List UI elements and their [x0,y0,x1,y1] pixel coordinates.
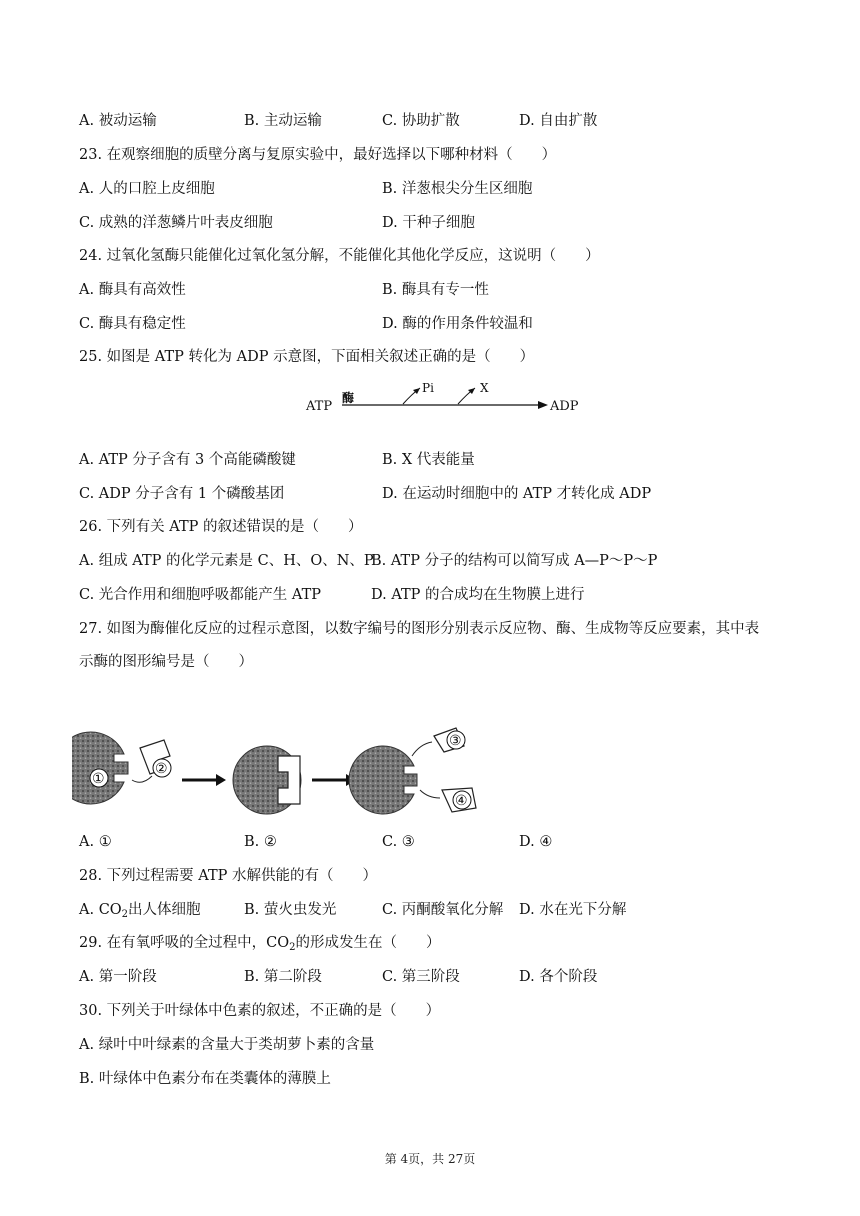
x-label: X [480,381,489,395]
reaction-arrowhead [538,401,548,409]
q28-a-text-end: 出人体细胞 [128,902,201,918]
q22-option-c: C. 协助扩散 [382,113,460,129]
q26-option-a: A. 组成 ATP 的化学元素是 C、H、O、N、P [79,553,374,569]
q22-option-a: A. 被动运输 [79,113,157,129]
q23-option-d: D. 干种子细胞 [382,215,475,231]
q24-stem: 24. 过氧化氢酶只能催化过氧化氢分解，不能催化其他化学反应，这说明（ ） [79,248,600,264]
q26-stem: 26. 下列有关 ATP 的叙述错误的是（ ） [79,519,363,535]
enzyme-label: 酶 [342,391,355,405]
q28-option-c: C. 丙酮酸氧化分解 [382,902,504,918]
adp-label: ADP [550,399,579,414]
label-2: ② [155,761,168,777]
atp-adp-diagram [300,372,600,422]
q22-option-b: B. 主动运输 [244,113,322,129]
q23-option-b: B. 洋葱根尖分生区细胞 [382,181,533,197]
q28-a-text: A. CO [79,902,122,918]
q26-option-c: C. 光合作用和细胞呼吸都能产生 ATP [79,587,322,603]
q28-a-subscript: 2 [121,909,129,920]
q26-option-d: D. ATP 的合成均在生物膜上进行 [371,587,585,603]
q23-option-c: C. 成熟的洋葱鳞片叶表皮细胞 [79,215,273,231]
enzyme-reaction-diagram [72,720,492,820]
q27-option-b: B. ② [244,834,277,850]
q25-option-b: B. X 代表能量 [382,452,475,468]
q22-option-d: D. 自由扩散 [519,113,598,129]
q25-stem: 25. 如图是 ATP 转化为 ADP 示意图，下面相关叙述正确的是（ ） [79,349,535,365]
q29-stem [79,933,441,958]
q30-option-a: A. 绿叶中叶绿素的含量大于类胡萝卜素的含量 [79,1037,375,1053]
q27-option-a: A. ① [79,834,112,850]
enzyme-shape-3 [349,746,417,814]
label-1: ① [92,771,105,787]
q29-option-c: C. 第三阶段 [382,969,460,985]
q26-option-b: B. ATP 分子的结构可以简写成 A—P～P～P [371,553,658,569]
enzyme-shape-1 [72,732,128,804]
pi-label: Pi [422,381,434,395]
q29-option-d: D. 各个阶段 [519,969,598,985]
q29-stem-subscript: 2 [289,942,296,953]
q27-stem-line2: 示酶的图形编号是（ ） [79,654,253,670]
q29-option-b: B. 第二阶段 [244,969,322,985]
q29-stem-text: 29. 在有氧呼吸的全过程中，CO [79,935,290,951]
q30-stem: 30. 下列关于叶绿体中色素的叙述，不正确的是（ ） [79,1003,441,1019]
q30-option-b: B. 叶绿体中色素分布在类囊体的薄膜上 [79,1071,331,1087]
q28-option-a [79,900,201,925]
q29-option-a: A. 第一阶段 [79,969,157,985]
q27-option-c: C. ③ [382,834,415,850]
q27-option-d: D. ④ [519,834,553,850]
label-3: ③ [449,733,462,749]
q29-stem-text-end: 的形成发生在（ ） [295,935,441,951]
q24-option-c: C. 酶具有稳定性 [79,316,186,332]
q24-option-d: D. 酶的作用条件较温和 [382,316,533,332]
q27-stem-line1: 27. 如图为酶催化反应的过程示意图，以数字编号的图形分别表示反应物、酶、生成物等反应要素，其中表 [79,621,760,637]
q28-stem: 28. 下列过程需要 ATP 水解供能的有（ ） [79,868,377,884]
q28-option-d: D. 水在光下分解 [519,902,627,918]
atp-label: ATP [306,399,333,414]
q25-option-d: D. 在运动时细胞中的 ATP 才转化成 ADP [382,486,652,502]
q23-option-a: A. 人的口腔上皮细胞 [79,181,215,197]
q25-option-a: A. ATP 分子含有 3 个高能磷酸键 [79,452,296,468]
q23-stem: 23. 在观察细胞的质壁分离与复原实验中，最好选择以下哪种材料（ ） [79,147,557,163]
q24-option-a: A. 酶具有高效性 [79,282,186,298]
q28-option-b: B. 萤火虫发光 [244,902,337,918]
q24-option-b: B. 酶具有专一性 [382,282,489,298]
label-4: ④ [455,793,468,809]
page-footer: 第 4页，共 27页 [384,1152,476,1166]
q25-option-c: C. ADP 分子含有 1 个磷酸基团 [79,486,285,502]
